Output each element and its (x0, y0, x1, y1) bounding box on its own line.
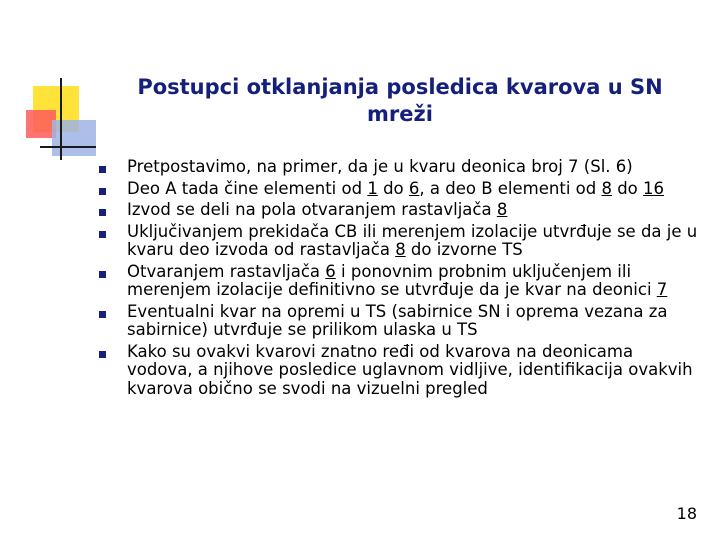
bullet-item (98, 158, 698, 177)
square-bullet-icon (99, 188, 106, 195)
bullet-text: i ponovnim probnim uključenjem ili merenjem izolacije definitivno se utvrđuje da je kvar na deonici (127, 261, 657, 299)
bullet-text: do (611, 178, 644, 198)
square-bullet-icon (99, 311, 106, 318)
square-bullet-icon (99, 231, 106, 238)
bullet-text: 8 (395, 240, 406, 259)
bullet-text: do (377, 178, 409, 198)
decor-blue-square (52, 120, 96, 156)
bullet-item (98, 263, 698, 300)
bullet-text: Uključivanjem prekidača CB ili merenjem izolacije utvrđuje se da je u kvaru deo izvoda od rastavljača (127, 221, 698, 259)
bullet-item (98, 180, 698, 199)
bullet-text: 6 (325, 261, 336, 281)
bullet-text: Izvod se deli na pola otvaranjem rastavljača (127, 200, 497, 219)
bullet-text: 7 (656, 280, 668, 299)
square-bullet-icon (99, 166, 106, 173)
square-bullet-icon (99, 351, 106, 358)
bullet-text: 8 (601, 178, 612, 198)
bullet-item (98, 223, 698, 260)
decor-horizontal-line (40, 146, 96, 148)
bullet-text: 16 (643, 178, 665, 198)
bullet-text: Otvaranjem rastavljača (127, 261, 326, 281)
bullet-text: Kako su ovakvi kvarovi znatno ređi od kvarova na deonicama vodova, a njihove posledice uglavnom vidljive, identifikacija ovakvih kvarova obično se svodi na vizuelni pregled (127, 341, 693, 398)
bullet-item (98, 303, 698, 340)
page-number: 18 (676, 504, 697, 523)
bullet-text: 6 (408, 178, 420, 198)
bullet-text: , a deo B elementi od (419, 178, 602, 198)
bullet-text: do izvorne TS (405, 240, 523, 259)
square-bullet-icon (99, 209, 106, 216)
slide-title: Postupci otklanjanja posledica kvarova u SN mreži (137, 75, 663, 126)
square-bullet-icon (99, 271, 106, 278)
bullet-text: Deo A tada čine elementi od (127, 178, 368, 198)
bullet-item (98, 201, 698, 220)
bullet-text: 8 (496, 200, 508, 219)
bullet-text: Pretpostavimo, na primer, da je u kvaru deonica broj 7 (Sl. 6) (127, 157, 633, 176)
bullet-text: 1 (367, 178, 378, 198)
bullet-text: Eventualni kvar na opremi u TS (sabirnice SN i oprema vezana za sabirnice) utvrđuje se prilikom ulaska u TS (127, 301, 668, 339)
bullet-list (98, 158, 698, 401)
bullet-item (98, 343, 698, 399)
